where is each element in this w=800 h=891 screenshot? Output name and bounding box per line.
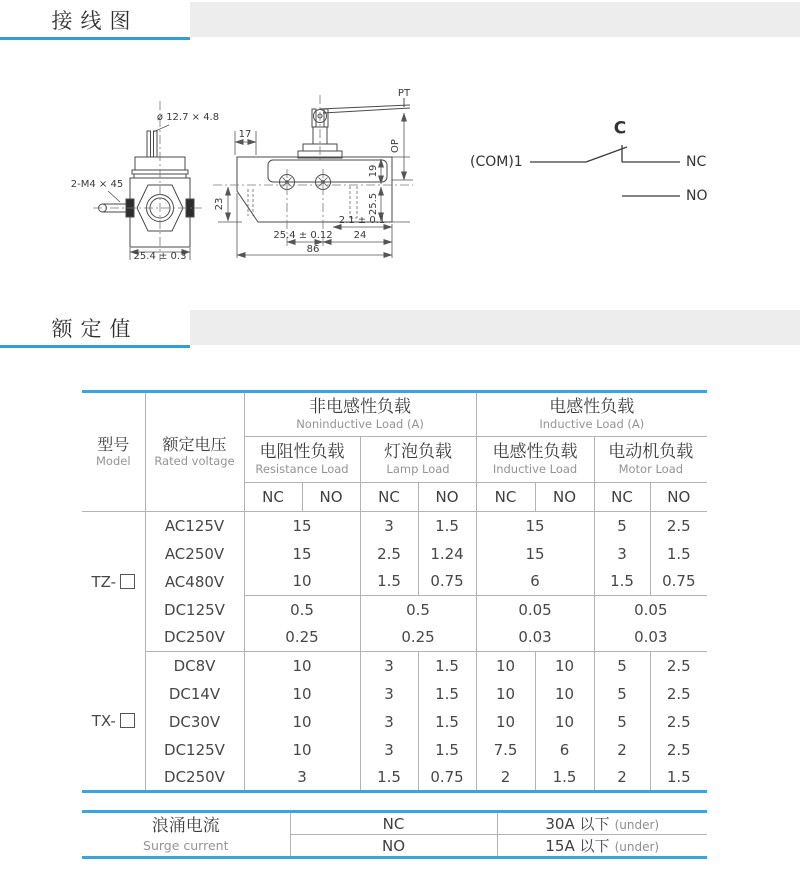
rating-row bbox=[82, 540, 707, 568]
voltage-cell: AC480V bbox=[145, 568, 244, 596]
voltage-cell: AC250V bbox=[145, 540, 244, 568]
val-cell: 5 bbox=[594, 708, 650, 736]
dim-plunger-label: ø 12.7 × 4.8 bbox=[156, 112, 220, 123]
voltage-cell: DC250V bbox=[145, 764, 244, 792]
rating-row bbox=[82, 652, 707, 680]
val-cell: 10 bbox=[244, 568, 360, 596]
voltage-cell: DC30V bbox=[145, 708, 244, 736]
dim-screw-label: 2-M4 × 45 bbox=[70, 179, 124, 190]
dim-hole-pitch-label: 25.4 ± 0.12 bbox=[273, 230, 333, 241]
val-cell: 3 bbox=[594, 540, 650, 568]
dim-23-label: 23 bbox=[214, 197, 225, 211]
val-cell: 10 bbox=[476, 708, 535, 736]
val-cell: 10 bbox=[244, 680, 360, 708]
val-cell: 2.5 bbox=[360, 540, 418, 568]
surge-value-cell: 15A 以下 (under) bbox=[545, 837, 660, 855]
rating-row bbox=[82, 764, 707, 792]
dim-24-label: 24 bbox=[353, 230, 367, 241]
val-cell: 1.5 bbox=[418, 736, 476, 764]
dim-86-label: 86 bbox=[306, 244, 320, 255]
val-cell: 0.5 bbox=[360, 596, 476, 624]
rating-row bbox=[82, 680, 707, 708]
rating-row bbox=[82, 736, 707, 764]
voltage-cell: DC14V bbox=[145, 680, 244, 708]
val-cell: 2.5 bbox=[666, 740, 691, 759]
val-cell: 0.75 bbox=[418, 764, 476, 792]
nc-header: NC bbox=[360, 483, 418, 512]
wiring-diagram-area bbox=[60, 85, 720, 280]
voltage-cell: DC125V bbox=[145, 596, 244, 624]
val-cell: 0.03 bbox=[476, 624, 594, 652]
rating-row bbox=[82, 568, 707, 596]
surge-value-cell: 30A 以下 (under) bbox=[497, 812, 707, 835]
val-cell: 3 bbox=[360, 652, 418, 680]
surge-contact-cell: NO bbox=[290, 835, 497, 858]
val-cell: 1.5 bbox=[360, 764, 418, 792]
val-cell: 10 bbox=[535, 708, 594, 736]
surge-current-table bbox=[82, 810, 707, 859]
surge-label-cell: 浪涌电流 Surge current bbox=[82, 812, 290, 858]
val-cell: 2.5 bbox=[666, 712, 691, 731]
circuit-diagram bbox=[530, 145, 680, 196]
surge-contact-cell: NC bbox=[290, 812, 497, 835]
val-cell: 0.25 bbox=[244, 624, 360, 652]
wiring-section-title: 接线图 bbox=[0, 2, 190, 40]
val-cell: 0.03 bbox=[594, 624, 707, 652]
dim-19-label: 19 bbox=[368, 164, 379, 178]
rating-row bbox=[82, 708, 707, 736]
val-cell: 5 bbox=[594, 652, 650, 680]
val-cell: 1.5 bbox=[418, 512, 476, 540]
model-cell-tx: TX- bbox=[82, 652, 145, 792]
val-cell: 1.5 bbox=[666, 544, 691, 563]
ratings-table bbox=[82, 390, 707, 793]
val-cell: 3 bbox=[360, 736, 418, 764]
no-header: NO bbox=[535, 483, 594, 512]
circuit-com-label: (COM)1 bbox=[470, 154, 523, 170]
val-cell: 1.5 bbox=[535, 764, 594, 792]
dim-25-5-label: 25.5 bbox=[368, 192, 379, 216]
circuit-c-label: C bbox=[613, 118, 627, 139]
val-cell: 0.75 bbox=[650, 568, 707, 596]
wiring-section-header-bar bbox=[0, 2, 800, 37]
val-cell: 7.5 bbox=[476, 736, 535, 764]
val-cell: 15 bbox=[244, 512, 360, 540]
val-cell: 0.05 bbox=[476, 596, 594, 624]
val-cell: 3 bbox=[360, 708, 418, 736]
rating-row bbox=[82, 512, 707, 540]
rating-row bbox=[82, 624, 707, 652]
nc-header: NC bbox=[594, 483, 650, 512]
val-cell: 15 bbox=[476, 540, 594, 568]
dim-front-width-label: 25.4 ± 0.3 bbox=[133, 251, 187, 262]
val-cell: 10 bbox=[535, 680, 594, 708]
model-suffix-box bbox=[120, 713, 135, 728]
header-group-row bbox=[82, 392, 707, 437]
val-cell: 1.5 bbox=[418, 708, 476, 736]
dim-pt-label: PT bbox=[397, 88, 411, 99]
val-cell: 0.25 bbox=[360, 624, 476, 652]
sub-header-motor: 电动机负载 Motor Load bbox=[594, 437, 707, 483]
val-cell: 2.5 bbox=[666, 656, 691, 675]
val-cell: 3 bbox=[360, 512, 418, 540]
dim-17-label: 17 bbox=[238, 129, 252, 140]
val-cell: 1.5 bbox=[418, 652, 476, 680]
group-header-inductive: 电感性负载 Inductive Load (A) bbox=[476, 392, 707, 437]
val-cell: 2 bbox=[476, 764, 535, 792]
val-cell: 2.5 bbox=[666, 684, 691, 703]
nc-header: NC bbox=[476, 483, 535, 512]
col-header-voltage: 额定电压 Rated voltage bbox=[145, 392, 244, 512]
side-view-drawing bbox=[237, 98, 410, 222]
val-cell: 1.24 bbox=[418, 540, 476, 568]
rating-section-header-bar bbox=[0, 310, 800, 345]
val-cell: 5 bbox=[594, 512, 650, 540]
val-cell: 10 bbox=[244, 652, 360, 680]
val-cell: 1.5 bbox=[360, 568, 418, 596]
col-header-model: 型号 Model bbox=[82, 392, 145, 512]
side-view-hidden-lines bbox=[248, 186, 357, 218]
rating-row bbox=[82, 596, 707, 624]
surge-row bbox=[82, 812, 707, 835]
val-cell: 3 bbox=[360, 680, 418, 708]
group-header-noninductive: 非电感性负载 Noninductive Load (A) bbox=[244, 392, 476, 437]
no-header: NO bbox=[302, 483, 360, 512]
val-cell: 6 bbox=[535, 736, 594, 764]
val-cell: 10 bbox=[476, 680, 535, 708]
sub-header-inductive: 电感性负载 Inductive Load bbox=[476, 437, 594, 483]
val-cell: 10 bbox=[535, 652, 594, 680]
val-cell: 1.5 bbox=[418, 680, 476, 708]
circuit-no-label: NO bbox=[686, 188, 708, 204]
val-cell: 15 bbox=[244, 540, 360, 568]
val-cell: 2.5 bbox=[666, 516, 691, 535]
val-cell: 0.5 bbox=[244, 596, 360, 624]
val-cell: 10 bbox=[244, 708, 360, 736]
val-cell: 2 bbox=[594, 736, 650, 764]
voltage-cell: DC250V bbox=[145, 624, 244, 652]
val-cell: 1.5 bbox=[594, 568, 650, 596]
val-cell: 5 bbox=[594, 680, 650, 708]
voltage-cell: DC8V bbox=[145, 652, 244, 680]
voltage-cell: AC125V bbox=[145, 512, 244, 540]
val-cell: 2 bbox=[594, 764, 650, 792]
voltage-cell: DC125V bbox=[145, 736, 244, 764]
model-cell-tz: TZ- bbox=[82, 512, 145, 652]
val-cell: 1.5 bbox=[666, 767, 691, 786]
val-cell: 0.75 bbox=[418, 568, 476, 596]
val-cell: 0.05 bbox=[634, 600, 668, 619]
sub-header-resistance: 电阻性负载 Resistance Load bbox=[244, 437, 360, 483]
dim-slot-label: 2.1 ± 0.1 bbox=[338, 215, 386, 226]
dim-op-label: OP bbox=[390, 139, 401, 153]
val-cell: 6 bbox=[476, 568, 594, 596]
val-cell: 10 bbox=[244, 736, 360, 764]
no-header: NO bbox=[418, 483, 476, 512]
no-header: NO bbox=[650, 483, 707, 512]
val-cell: 15 bbox=[476, 512, 594, 540]
model-suffix-box bbox=[120, 574, 135, 589]
val-cell: 10 bbox=[476, 652, 535, 680]
sub-header-lamp: 灯泡负载 Lamp Load bbox=[360, 437, 476, 483]
val-cell: 3 bbox=[244, 764, 360, 792]
circuit-nc-label: NC bbox=[686, 154, 707, 170]
rating-section-title: 额定值 bbox=[0, 310, 190, 348]
nc-header: NC bbox=[244, 483, 302, 512]
